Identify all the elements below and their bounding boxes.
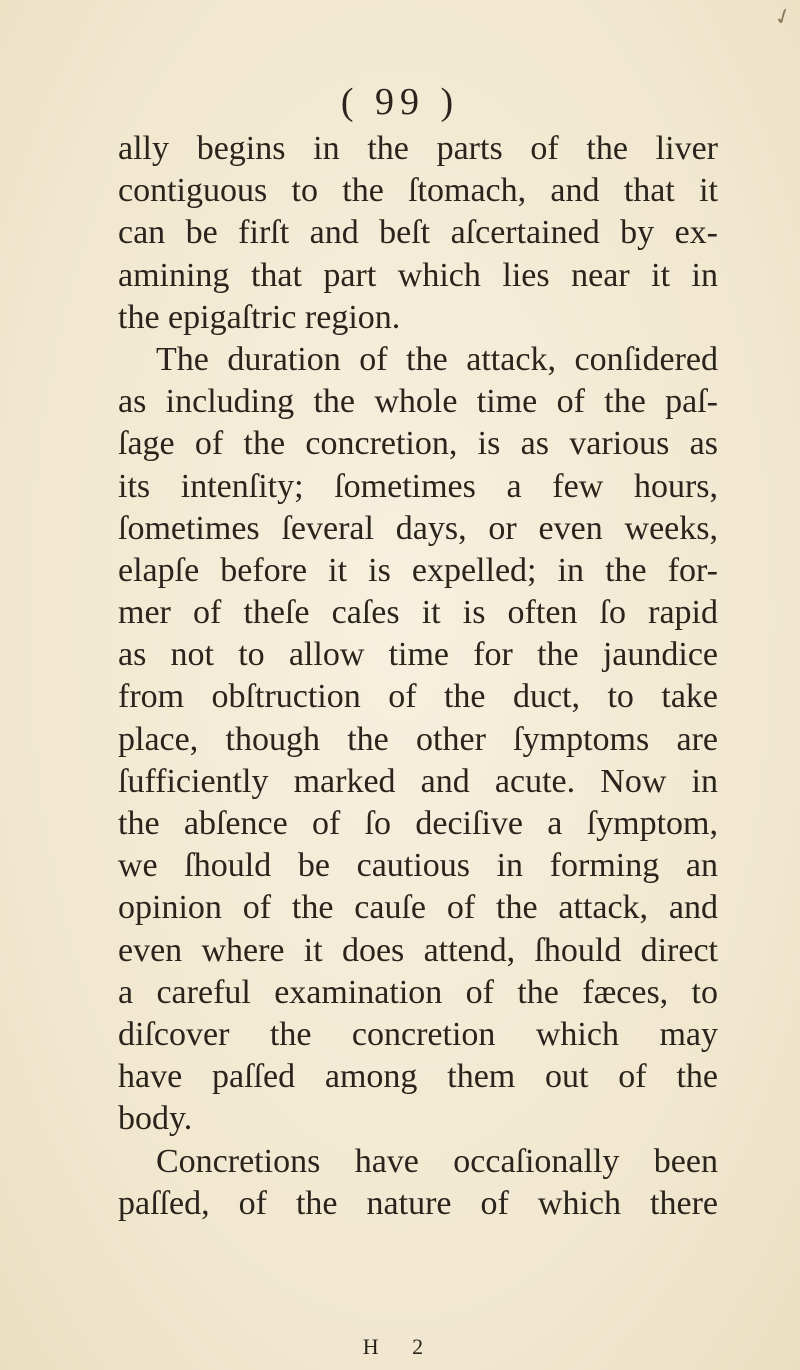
text-line: amining that part which lies near it in: [118, 256, 718, 294]
text-line: place, though the other ſymptoms are: [118, 720, 718, 758]
text-line: can be firſt and beſt aſcertained by ex-: [118, 214, 718, 252]
text-line: mer of theſe caſes it is often ſo rapid: [118, 594, 718, 632]
text-line: elapſe before it is expelled; in the for-: [118, 551, 718, 589]
page-number: ( 99 ): [340, 81, 460, 123]
text-line: ally begins in the parts of the liver: [118, 130, 718, 167]
corner-mark: ✓: [769, 1, 796, 32]
text-line: paſſed, of the nature of which there: [118, 1184, 718, 1222]
text-line: the epigaſtric region.: [118, 298, 401, 336]
text-line: The duration of the attack, conſidered: [156, 340, 718, 378]
text-line: a careful examination of the fæces, to: [118, 973, 718, 1011]
text-line: Concretions have occaſionally been: [156, 1142, 718, 1180]
text-line: contiguous to the ſtomach, and that it: [118, 172, 718, 210]
text-line: ſage of the concretion, is as various as: [118, 425, 718, 463]
printer-signature: H 2: [362, 1334, 438, 1359]
text-line: the abſence of ſo deciſive a ſymptom,: [118, 805, 718, 842]
text-line: we ſhould be cautious in forming an: [118, 847, 718, 885]
text-line: diſcover the concretion which may: [118, 1015, 718, 1053]
body-text: [118, 128, 718, 1225]
text-line: its intenſity; ſometimes a few hours,: [118, 467, 718, 505]
text-line: ſometimes ſeveral days, or even weeks,: [118, 509, 718, 547]
text-line: even where it does attend, ſhould direct: [118, 931, 718, 969]
text-line: have paſſed among them out of the: [118, 1058, 718, 1096]
text-line: from obſtruction of the duct, to take: [118, 678, 718, 716]
text-line: ſufficiently marked and acute. Now in: [118, 762, 718, 800]
text-line: as not to allow time for the jaundice: [118, 636, 718, 674]
text-line: opinion of the cauſe of the attack, and: [118, 889, 718, 927]
text-line: as including the whole time of the paſ-: [118, 383, 718, 421]
text-line: body.: [118, 1100, 193, 1138]
